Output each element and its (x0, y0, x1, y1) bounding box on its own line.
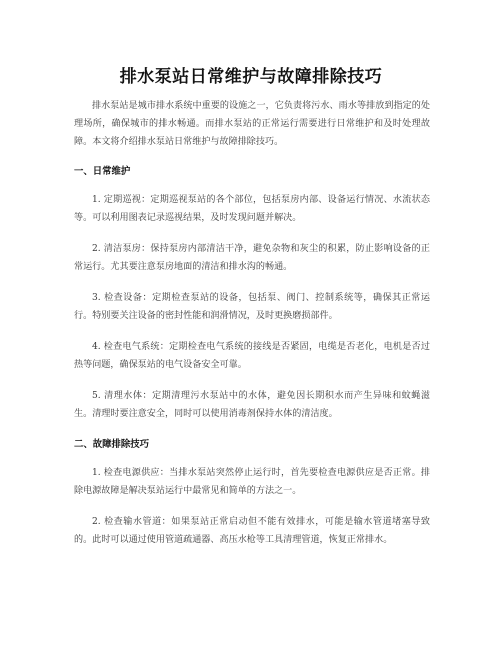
list-item: 2. 检查输水管道：如果泵站正常启动但不能有效排水，可能是输水管道堵塞导致的。此时可以通过使用管道疏通器、高压水枪等工具清理管道，恢复正常排水。 (74, 517, 430, 545)
list-item: 3. 检查设备：定期检查泵站的设备，包括泵、阀门、控制系统等，确保其正常运行。特别要关注设备的密封性能和润滑情况，及时更换磨损部件。 (74, 293, 430, 321)
list-item: 1. 检查电源供应：当排水泵站突然停止运行时，首先要检查电源供应是否正常。排除电源故障是解决泵站运行中最常见和简单的方法之一。 (74, 468, 430, 496)
document-body (74, 97, 430, 562)
section-daily-maintenance (74, 163, 430, 423)
list-item: 1. 定期巡视：定期巡视泵站的各个部位，包括泵房内部、设备运行情况、水流状态等。可以利用图表记录巡视结果，及时发现问题并解决。 (74, 195, 430, 223)
section-heading: 二、故障排除技巧 (74, 439, 150, 450)
document-title: 排水泵站日常维护与故障排除技巧 (119, 67, 383, 87)
section-troubleshooting (74, 436, 430, 549)
intro-paragraph: 排水泵站是城市排水系统中重要的设施之一，它负责将污水、雨水等排放到指定的处理场所，确保城市的排水畅通。而排水泵站的正常运行需要进行日常维护和及时处理故障。本文将介绍排水泵站日常维护与故障排除技巧。 (74, 101, 430, 147)
list-item: 2. 清洁泵房：保持泵房内部清洁干净，避免杂物和灰尘的积累，防止影响设备的正常运行。尤其要注意泵房地面的清洁和排水沟的畅通。 (74, 244, 430, 272)
section-heading: 一、日常维护 (74, 166, 131, 177)
list-item: 5. 清理水体：定期清理污水泵站中的水体，避免因长期积水而产生异味和蚊蝇滋生。清理时要注意安全，同时可以使用消毒剂保持水体的清洁度。 (74, 391, 430, 419)
list-item: 4. 检查电气系统：定期检查电气系统的接线是否紧固，电缆是否老化，电机是否过热等问题，确保泵站的电气设备安全可靠。 (74, 342, 430, 370)
